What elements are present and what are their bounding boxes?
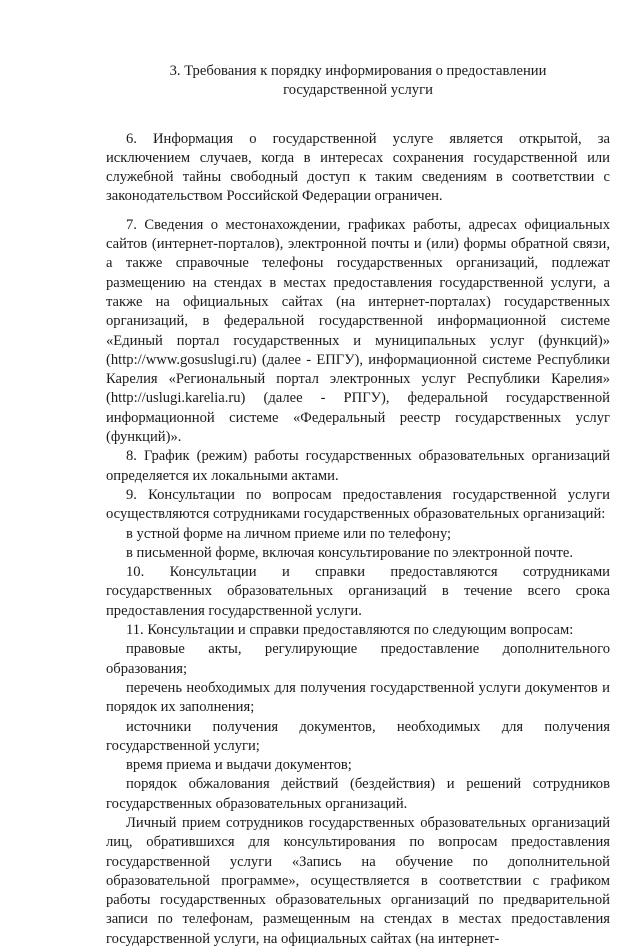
list-item-document-sources: источники получения документов, необходимых для получения государственной услуги; [106, 718, 610, 754]
section-heading [106, 62, 610, 101]
paragraph-6: 6. Информация о государственной услуге является открытой, за исключением случаев, когда в интересах сохранения государственной или служебной тайны свободный доступ к таким сведениям в соответствии с законодательством Российской Федерации ограничен. [106, 130, 610, 205]
document-body [106, 130, 610, 949]
paragraph-11: 11. Консультации и справки предоставляются по следующим вопросам: [126, 622, 574, 639]
section-heading-line-2: государственной услуги [283, 82, 433, 99]
list-item-legal-acts: правовые акты, регулирующие предоставление дополнительного образования; [106, 641, 610, 677]
list-item-written-form: в письменной форме, включая консультирование по электронной почте. [126, 544, 573, 561]
list-item-appeal-procedure: порядок обжалования действий (бездействия) и решений сотрудников государственных образовательных организаций. [106, 776, 610, 812]
list-item-reception-time: время приема и выдачи документов; [126, 757, 352, 774]
paragraph-9: 9. Консультации по вопросам предоставления государственной услуги осуществляются сотрудниками государственных образовательных организаций: [106, 486, 610, 523]
list-item-oral-form: в устной форме на личном приеме или по телефону; [126, 525, 452, 542]
paragraph-7: 7. Сведения о местонахождении, графиках работы, адресах официальных сайтов (интернет-порталов), электронной почты и (или) формы обратной связи, а также справочные телефоны государственных организаций, подлежат размещению на стендах в местах предоставления государственной услуги, а также на официальных сайтах (на интернет-порталах) государственных организаций, в федеральной государственной информационной системе «Единый портал государственных и муниципальных услуг (функций)» (http://www.gosuslugi.ru) (далее - ЕПГУ), информационной системе Республики Карелия «Региональный портал электронных услуг Республики Карелия» (http://uslugi.karelia.ru) (далее - РПГУ), федеральной государственной информационной системе «Федеральный реестр государственных услуг (функций)». [106, 216, 610, 446]
paragraph-10: 10. Консультации и справки предоставляются сотрудниками государственных образовательных организаций в течение всего срока предоставления государственной услуги. [106, 564, 610, 619]
paragraph-8: 8. График (режим) работы государственных образовательных организаций определяется их локальными актами. [106, 448, 610, 484]
paragraph-personal-reception: Личный прием сотрудников государственных образовательных организаций лиц, обратившихся для консультирования по вопросам предоставления государственной услуги «Запись на обучение по дополнительной образовательной программе», осуществляется в соответствии с графиком работы государственных образовательных организаций по предварительной записи по телефонам, размещенным на стендах в местах предоставления государственной услуги, на официальных сайтах (на интернет- [106, 814, 610, 947]
section-heading-line-1: 3. Требования к порядку информирования о предоставлении [169, 63, 547, 79]
list-item-documents-list: перечень необходимых для получения государственной услуги документов и порядок их заполнения; [106, 679, 610, 716]
